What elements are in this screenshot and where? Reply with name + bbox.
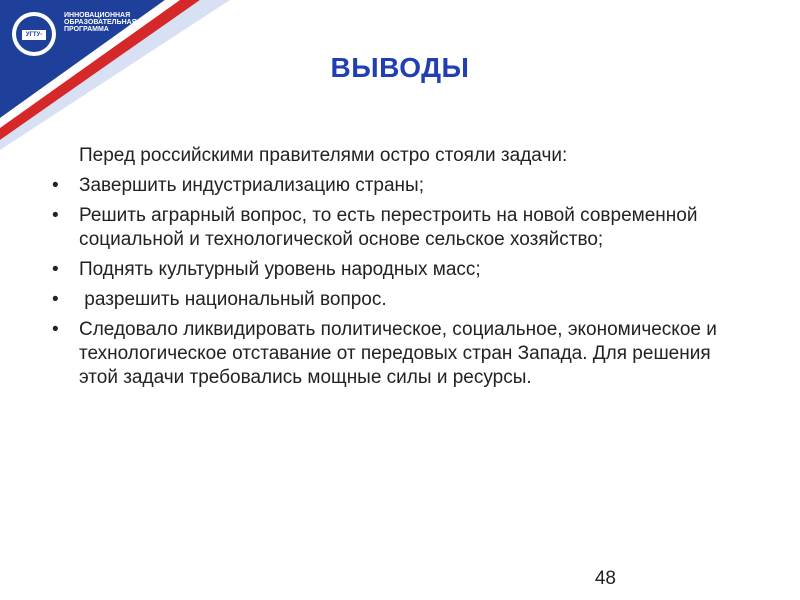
slide-title: ВЫВОДЫ [330, 52, 470, 83]
list-item-text: Решить аграрный вопрос, то есть перестроить на новой современной социальной и технологической основе сельское хозяйство; [79, 205, 698, 250]
list-item [52, 204, 752, 252]
conclusions-list [52, 174, 752, 390]
list-item [52, 288, 752, 312]
logo-line: ПРОГРАММА [64, 26, 109, 33]
bullet-icon: • [52, 205, 59, 226]
bullet-icon: • [52, 259, 59, 280]
list-item [52, 258, 752, 282]
logo-line: ИННОВАЦИОННАЯ [64, 12, 131, 19]
bullet-icon: • [52, 175, 59, 196]
list-item-text: Поднять культурный уровень народных масс; [79, 259, 481, 280]
list-item [52, 318, 752, 390]
list-item [52, 174, 752, 198]
list-item-text: Следовало ликвидировать политическое, социальное, экономическое и технологическое отставание от передовых стран Запада. Для решения этой задачи требовались мощные силы и ресурсы. [79, 319, 717, 388]
bullet-icon: • [52, 289, 59, 310]
logo-text [64, 12, 174, 33]
logo-line: ОБРАЗОВАТЕЛЬНАЯ [64, 19, 137, 26]
bullet-icon: • [52, 319, 59, 340]
intro-text: Перед российскими правителями остро стояли задачи: [79, 145, 568, 166]
list-item-text: Завершить индустриализацию страны; [79, 175, 424, 196]
logo-badge: УГТУ-УПИ [25, 32, 43, 48]
slide-body [52, 144, 752, 396]
list-item-text: разрешить национальный вопрос. [79, 289, 387, 310]
page-number: 48 [594, 568, 616, 589]
